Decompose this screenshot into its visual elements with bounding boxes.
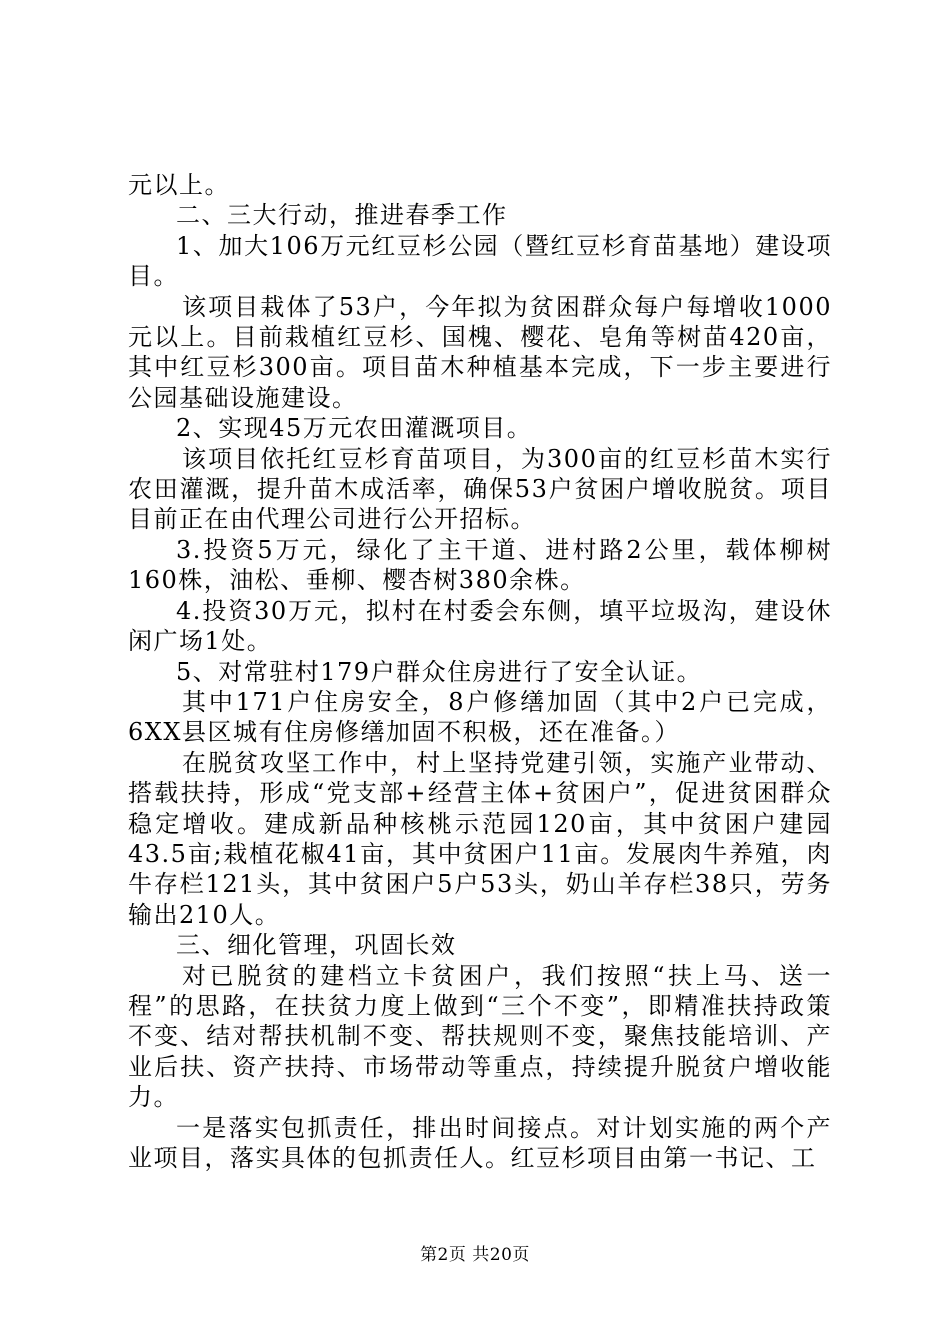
- paragraph-project-2: 该项目依托红豆杉育苗项目，为300亩的红豆杉苗木实行农田灌溉，提升苗木成活率，确保53户贫困户增收脱贫。项目目前正在由代理公司进行公开招标。: [128, 444, 832, 534]
- paragraph-responsibility: 一是落实包抓责任，排出时间接点。对计划实施的两个产业项目，落实具体的包抓责任人。红豆杉项目由第一书记、工: [128, 1113, 832, 1172]
- document-body: [128, 170, 832, 1173]
- paragraph-project-1: 该项目栽体了53户，今年拟为贫困群众每户每增收1000元以上。目前栽植红豆杉、国槐、樱花、皂角等树苗420亩，其中红豆杉300亩。项目苗木种植基本完成，下一步主要进行公园基础设施建设。: [128, 292, 832, 412]
- item-heading-5: 5、对常驻村179户群众住房进行了安全认证。: [176, 657, 703, 686]
- page-number-footer: 第2页 共20页: [420, 1245, 530, 1265]
- item-heading-2: 2、实现45万元农田灌溉项目。: [176, 414, 533, 443]
- paragraph-continuation: 元以上。: [128, 171, 230, 199]
- section-heading-2: 二、三大行动，推进春季工作: [176, 201, 508, 230]
- item-heading-1: 1、加大106万元红豆杉公园（暨红豆杉育苗基地）建设项目。: [128, 231, 832, 291]
- item-3: 3.投资5万元，绿化了主干道、进村路2公里，载体柳树160株，油松、垂柳、樱杏树380余株。: [128, 535, 832, 595]
- section-heading-3: 三、细化管理，巩固长效: [176, 931, 457, 960]
- paragraph-housing: 其中171户住房安全，8户修缮加固（其中2户已完成，6XX县区城有住房修缮加固不积极，还在准备。）: [128, 687, 832, 747]
- paragraph-management: 对已脱贫的建档立卡贫困户，我们按照“扶上马、送一程”的思路，在扶贫力度上做到“三个不变”，即精准扶持政策不变、结对帮扶机制不变、帮扶规则不变，聚焦技能培训、产业后扶、资产扶持、市场带动等重点，持续提升脱贫户增收能力。: [128, 961, 832, 1112]
- item-4: 4.投资30万元，拟村在村委会东侧，填平垃圾沟，建设休闲广场1处。: [128, 596, 832, 656]
- paragraph-poverty-work: 在脱贫攻坚工作中，村上坚持党建引领，实施产业带动、搭载扶持，形成“党支部+经营主体+贫困户”，促进贫困群众稳定增收。建成新品种核桃示范园120亩，其中贫困户建园43.5亩;栽植花椒41亩，其中贫困户11亩。发展肉牛养殖，肉牛存栏121头，其中贫困户5户53头，奶山羊存栏38只，劳务输出210人。: [128, 748, 832, 929]
